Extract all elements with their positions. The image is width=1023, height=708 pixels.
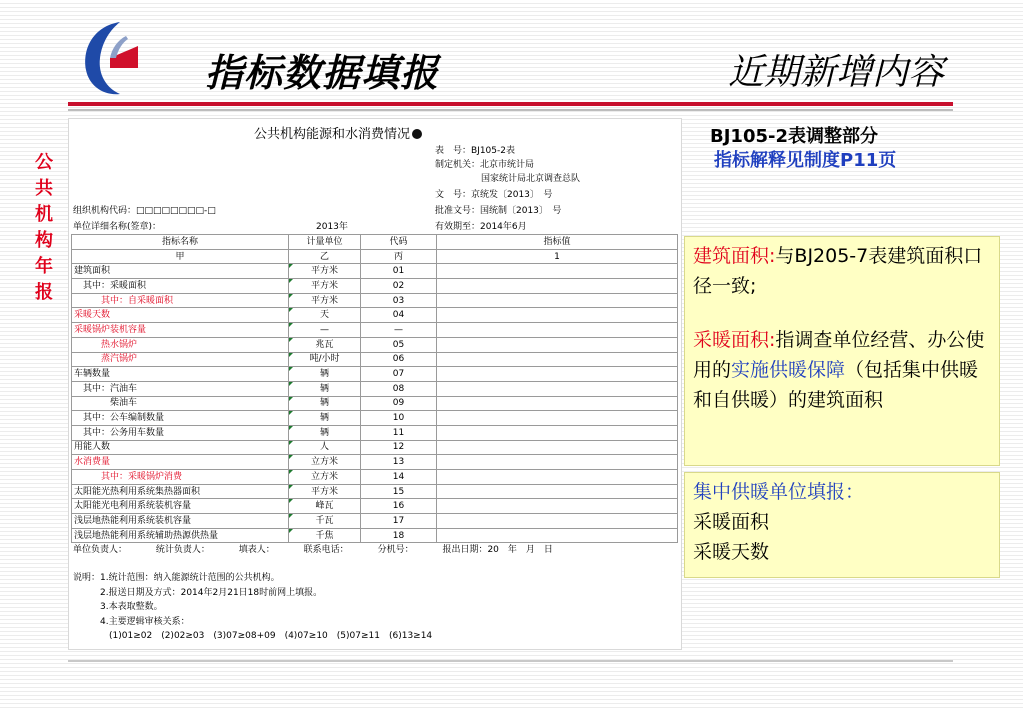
indicator-value — [437, 514, 678, 529]
form-meta-line: 批准文号：国统制〔2013〕 号 — [435, 206, 562, 216]
form-meta-line: 有效期至：2014年6月 — [435, 222, 527, 232]
indicator-code: 03 — [361, 293, 437, 308]
definition-building-area — [693, 241, 991, 301]
indicator-code: 05 — [361, 337, 437, 352]
indicator-value — [437, 308, 678, 323]
indicator-name: 用能人数 — [72, 440, 289, 455]
indicator-name: 采暖锅炉装机容量 — [72, 323, 289, 338]
note-item: 采暖天数 — [693, 541, 770, 563]
table-row — [72, 381, 678, 396]
indicator-value — [437, 323, 678, 338]
indicator-code: 18 — [361, 528, 437, 543]
note-line: 3.本表取整数。 — [73, 602, 163, 612]
indicator-value — [437, 279, 678, 294]
adjustment-heading — [710, 122, 944, 174]
side-label-char: 构 — [35, 230, 53, 251]
section-title: 近期新增内容 — [728, 52, 945, 93]
note-heading: 集中供暖单位填报： — [693, 481, 865, 503]
indicator-unit: 千焦 — [289, 528, 361, 543]
indicator-value — [437, 455, 678, 470]
org-code: 组织机构代码：□□□□□□□□-□ — [73, 206, 216, 216]
side-label-char: 共 — [35, 178, 53, 199]
indicator-code: 01 — [361, 264, 437, 279]
indicator-code: 06 — [361, 352, 437, 367]
column-code: 1 — [437, 249, 678, 264]
indicator-unit: — — [289, 323, 361, 338]
indicator-unit: 天 — [289, 308, 361, 323]
table-row — [72, 396, 678, 411]
note-line: 2.报送日期及方式：2014年2月21日18时前网上填报。 — [73, 587, 323, 598]
indicator-code: 12 — [361, 440, 437, 455]
indicator-code: 04 — [361, 308, 437, 323]
indicator-unit: 人 — [289, 440, 361, 455]
indicator-value — [437, 440, 678, 455]
bullet-dot-icon — [412, 129, 422, 139]
signature-field: 联系电话： — [303, 545, 349, 555]
indicator-unit: 辆 — [289, 381, 361, 396]
indicator-unit: 兆瓦 — [289, 337, 361, 352]
indicator-code: 17 — [361, 514, 437, 529]
indicator-value — [437, 411, 678, 426]
indicator-unit: 辆 — [289, 425, 361, 440]
indicator-unit: 吨/小时 — [289, 352, 361, 367]
form-meta-line: 国家统计局北京调查总队 — [481, 174, 581, 184]
note-item: 采暖面积 — [693, 511, 770, 533]
bj-title: BJ105-2表调整部分 — [710, 126, 878, 147]
table-row — [72, 337, 678, 352]
side-label-char: 公 — [35, 152, 53, 173]
indicator-unit: 千瓦 — [289, 514, 361, 529]
side-label-char: 机 — [35, 204, 53, 225]
signature-field: 单位负责人： — [73, 545, 128, 555]
term-text: 指调查单位经营、办公使用的 — [693, 329, 985, 381]
central-heating-note — [684, 472, 1000, 578]
unit-name: 单位详细名称(签章)： — [73, 222, 162, 232]
indicator-name: 水消费量 — [72, 455, 289, 470]
indicator-name: 太阳能光热利用系统集热器面积 — [72, 484, 289, 499]
form-meta-line: 表 号：BJ105-2表 — [435, 146, 515, 156]
indicator-value — [437, 293, 678, 308]
indicator-value — [437, 528, 678, 543]
indicator-unit: 平方米 — [289, 279, 361, 294]
form-title-text: 公共机构能源和水消费情况 — [254, 127, 411, 142]
indicator-value — [437, 337, 678, 352]
table-row — [72, 323, 678, 338]
term-highlight: 实施供暖保障 — [731, 359, 846, 381]
table-row — [72, 440, 678, 455]
indicator-value — [437, 470, 678, 485]
column-code: 乙 — [289, 249, 361, 264]
indicator-name: 其中：采暖锅炉消费 — [72, 470, 289, 485]
indicator-name: 其中：自采暖面积 — [72, 293, 289, 308]
indicator-value — [437, 396, 678, 411]
indicator-code: 02 — [361, 279, 437, 294]
indicator-name: 车辆数量 — [72, 367, 289, 382]
header-red-rule — [68, 102, 953, 106]
indicator-name: 其中：公车编制数量 — [72, 411, 289, 426]
table-row — [72, 352, 678, 367]
bj-subtitle: 指标解释见制度P11页 — [714, 150, 897, 171]
form-meta-line: 文 号：京统发〔2013〕 号 — [435, 190, 553, 200]
side-label — [34, 150, 54, 306]
definition-heating-area — [693, 325, 991, 415]
note-line: 4.主要逻辑审核关系： — [73, 616, 190, 627]
header-gray-rule — [68, 109, 953, 111]
indicator-value — [437, 367, 678, 382]
table-row — [72, 528, 678, 543]
indicator-code: 14 — [361, 470, 437, 485]
table-row — [72, 425, 678, 440]
column-header: 计量单位 — [289, 235, 361, 250]
indicator-name: 蒸汽锅炉 — [72, 352, 289, 367]
indicator-code: — — [361, 323, 437, 338]
note-line: (1)01≥02 (2)02≥03 (3)07≥08+09 (4)07≥10 (5)07≥11 (6)13≥14 — [73, 631, 433, 641]
indicator-name: 其中：公务用车数量 — [72, 425, 289, 440]
indicator-code: 16 — [361, 499, 437, 514]
column-header: 代码 — [361, 235, 437, 250]
indicator-unit: 平方米 — [289, 264, 361, 279]
indicator-unit: 平方米 — [289, 484, 361, 499]
indicator-value — [437, 381, 678, 396]
indicator-table — [71, 234, 678, 543]
indicator-code: 09 — [361, 396, 437, 411]
indicator-value — [437, 425, 678, 440]
term-label: 建筑面积: — [693, 245, 776, 267]
form-image — [68, 118, 682, 650]
report-year: 2013年 — [316, 222, 348, 232]
table-row — [72, 367, 678, 382]
form-title — [254, 123, 422, 142]
term-text: （包括集中供暖和自供暖）的建筑面积 — [693, 359, 979, 411]
signature-field: 报出日期：20 年 月 日 — [442, 545, 553, 555]
indicator-code: 11 — [361, 425, 437, 440]
indicator-name: 浅层地热能利用系统辅助热源供热量 — [72, 528, 289, 543]
indicator-name: 热水锅炉 — [72, 337, 289, 352]
logo-icon — [80, 18, 144, 100]
column-header: 指标值 — [437, 235, 678, 250]
table-code-row — [72, 249, 678, 264]
table-row — [72, 293, 678, 308]
signature-row — [73, 542, 579, 555]
form-meta-line: 制定机关：北京市统计局 — [435, 160, 535, 170]
side-label-char: 年 — [35, 256, 53, 277]
indicator-code: 13 — [361, 455, 437, 470]
table-row — [72, 514, 678, 529]
page-title: 指标数据填报 — [205, 51, 440, 95]
column-code: 甲 — [72, 249, 289, 264]
table-row — [72, 411, 678, 426]
indicator-name: 采暖天数 — [72, 308, 289, 323]
indicator-name: 太阳能光电利用系统装机容量 — [72, 499, 289, 514]
indicator-value — [437, 352, 678, 367]
indicator-unit: 辆 — [289, 367, 361, 382]
indicator-code: 08 — [361, 381, 437, 396]
indicator-value — [437, 499, 678, 514]
indicator-code: 10 — [361, 411, 437, 426]
table-header-row — [72, 235, 678, 250]
indicator-value — [437, 484, 678, 499]
table-row — [72, 264, 678, 279]
note-line: 说明：1.统计范围：纳入能源统计范围的公共机构。 — [73, 573, 280, 583]
table-row — [72, 279, 678, 294]
column-code: 丙 — [361, 249, 437, 264]
indicator-unit: 平方米 — [289, 293, 361, 308]
table-row — [72, 455, 678, 470]
indicator-name: 柴油车 — [72, 396, 289, 411]
indicator-name: 其中：汽油车 — [72, 381, 289, 396]
table-row — [72, 499, 678, 514]
indicator-value — [437, 264, 678, 279]
signature-field: 分机号： — [377, 545, 414, 555]
form-notes — [73, 571, 432, 644]
table-row — [72, 308, 678, 323]
signature-field: 填表人： — [238, 545, 275, 555]
definition-note — [684, 236, 1000, 466]
table-row — [72, 470, 678, 485]
indicator-code: 15 — [361, 484, 437, 499]
indicator-unit: 峰瓦 — [289, 499, 361, 514]
indicator-unit: 立方米 — [289, 470, 361, 485]
signature-field: 统计负责人： — [155, 545, 210, 555]
indicator-name: 浅层地热能利用系统装机容量 — [72, 514, 289, 529]
footer-rule — [68, 660, 953, 662]
indicator-name: 其中：采暖面积 — [72, 279, 289, 294]
indicator-code: 07 — [361, 367, 437, 382]
term-text: 与BJ205-7表建筑面积口径一致; — [693, 245, 983, 297]
term-label: 采暖面积: — [693, 329, 776, 351]
indicator-name: 建筑面积 — [72, 264, 289, 279]
side-label-char: 报 — [35, 282, 53, 303]
indicator-unit: 辆 — [289, 396, 361, 411]
indicator-unit: 辆 — [289, 411, 361, 426]
column-header: 指标名称 — [72, 235, 289, 250]
indicator-unit: 立方米 — [289, 455, 361, 470]
table-row — [72, 484, 678, 499]
